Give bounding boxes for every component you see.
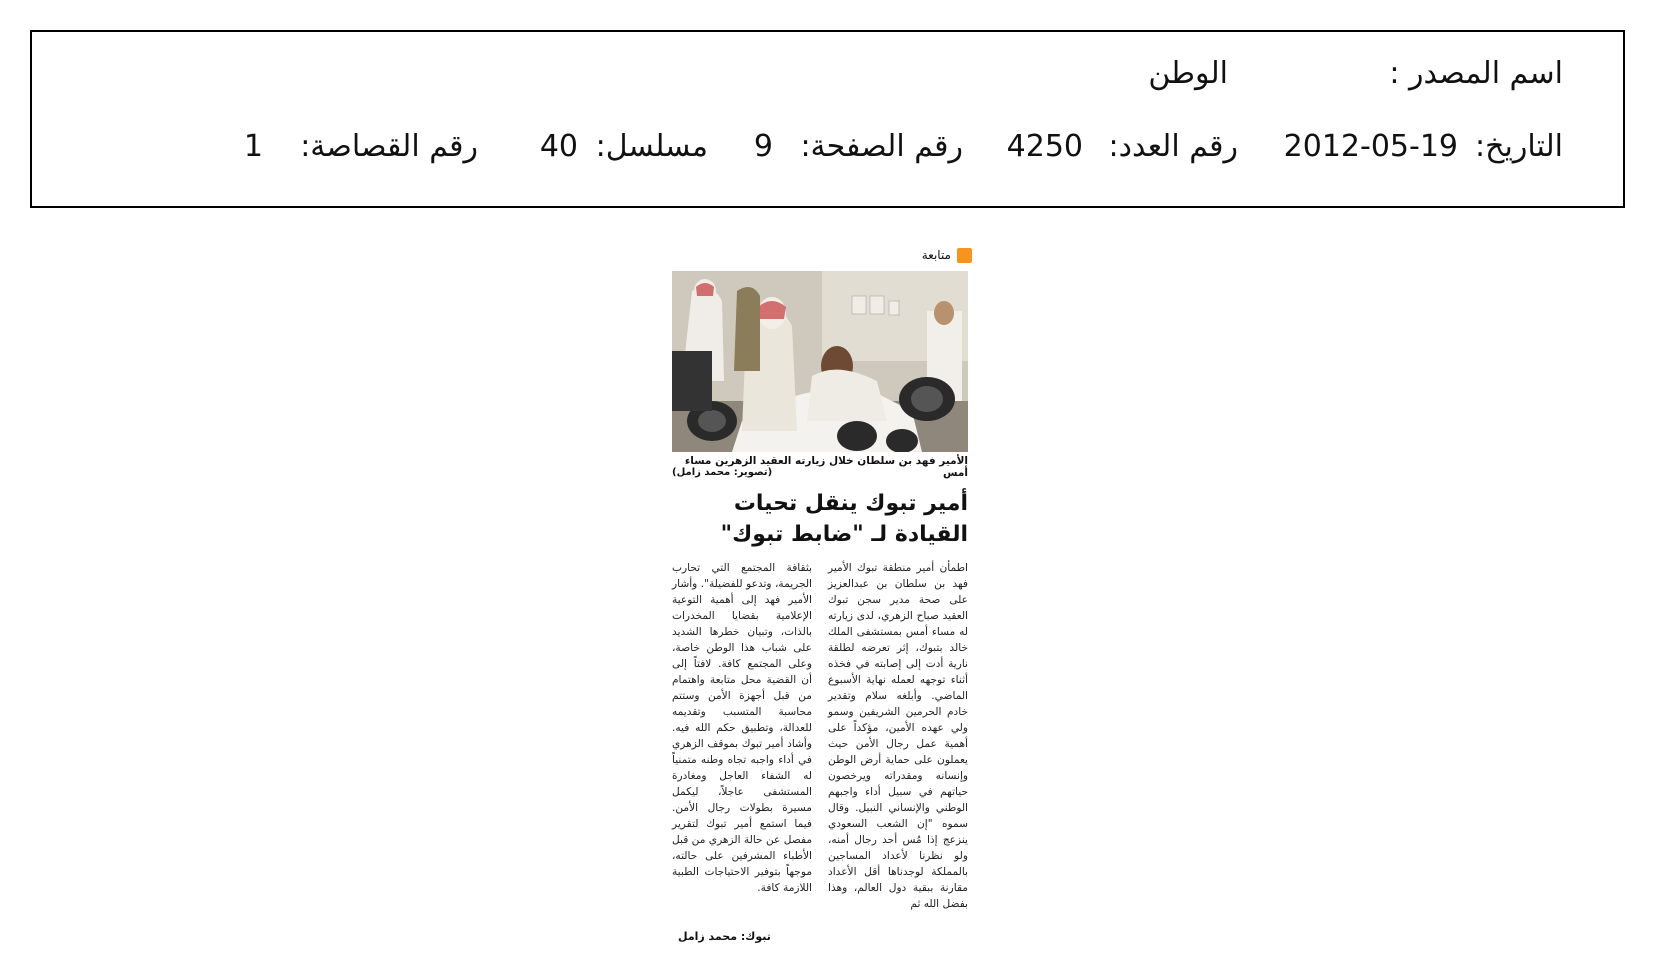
source-label: اسم المصدر : [1389, 56, 1563, 91]
photo-credit: (تصوير: محمد زامل) [672, 467, 773, 478]
caption-text: الأمير فهد بن سلطان خلال زيارته العقيد الزهرين مساء أمس [684, 455, 968, 479]
section-tag [922, 247, 972, 263]
article-column-right: اطمأن أمير منطقة تبوك الأمير فهد بن سلطان بن عبدالعزيز على صحة مدير سجن تبوك العقيد صباح الزهري، لدى زيارته له مساء أمس بمستشفى الملك خالد بتبوك، إثر تعرضه لطلقة نارية أدت إلى إصابته في فخذه أثناء توجهه لعمله نهاية الأسبوع الماضي. وأبلغه سلام وتقدير خادم الحرمين الشريفين وسمو ولي عهده الأمين، مؤكداً على أهمية عمل رجال الأمن حيث يعملون على حماية أرض الوطن وإنسانه ومقدراته ويرخصون حياتهم في سبيل أداء واجبهم الوطني والإنساني النبيل. وقال سموه "إن الشعب السعودي ينزعج إذا مُس أحد رجال أمنه، ولو نظرنا لأعداد المساجين بالمملكة لوجدناها أقل الأعداد مقارنة ببقية دول العالم، وهذا بفضل الله ثم [828, 562, 968, 910]
article-headline [672, 488, 968, 550]
article-photo [672, 271, 968, 452]
section-label: متابعة [921, 248, 951, 262]
date-value: 2012-05-19 [1283, 129, 1458, 164]
section-marker-icon [957, 248, 972, 263]
date-label: التاريخ: [1475, 129, 1563, 164]
headline-line-1: أمير تبوك ينقل تحيات [733, 491, 968, 516]
page-value: 9 [753, 129, 773, 164]
source-info-box [30, 30, 1625, 208]
issue-label: رقم العدد: [1108, 129, 1238, 164]
serial-label: مسلسل: [595, 129, 708, 164]
clip-label: رقم القصاصة: [300, 129, 478, 164]
clip-value: 1 [243, 129, 263, 164]
hospital-visit-photo-icon [672, 271, 968, 452]
page-label: رقم الصفحة: [800, 129, 963, 164]
photo-caption [672, 455, 968, 479]
issue-value: 4250 [1006, 129, 1083, 164]
article-column-left: بثقافة المجتمع التي تحارب الجريمة، وتدعو للفضيلة". وأشار الأمير فهد إلى أهمية التوعية الإعلامية بقضايا المخدرات بالذات، وتبيان خطرها الشديد على شباب هذا الوطن خاصة، وعلى المجتمع كافة. لافتاً إلى أن القضية محل متابعة واهتمام من قبل أجهزة الأمن وستتم محاسبة المتسبب وتقديمه للعدالة، وتطبيق حكم الله فيه. وأشاد أمير تبوك بموقف الزهري في أداء واجبه تجاه وطنه متمنياً له الشفاء العاجل ومغادرة المستشفى عاجلاً، ليكمل مسيرة بطولات رجال الأمن. فيما استمع أمير تبوك لتقرير مفصل عن حالة الزهري من قبل الأطباء المشرفين على حالته، موجهاً بتوفير الاحتياجات الطبية اللازمة كافة. [672, 562, 812, 894]
serial-value: 40 [539, 129, 578, 164]
source-value: الوطن [1148, 56, 1228, 91]
article-byline: تبوك: محمد زامل [678, 930, 771, 943]
newspaper-clipping [672, 245, 974, 945]
headline-line-2: القيادة لـ "ضابط تبوك" [720, 522, 968, 547]
